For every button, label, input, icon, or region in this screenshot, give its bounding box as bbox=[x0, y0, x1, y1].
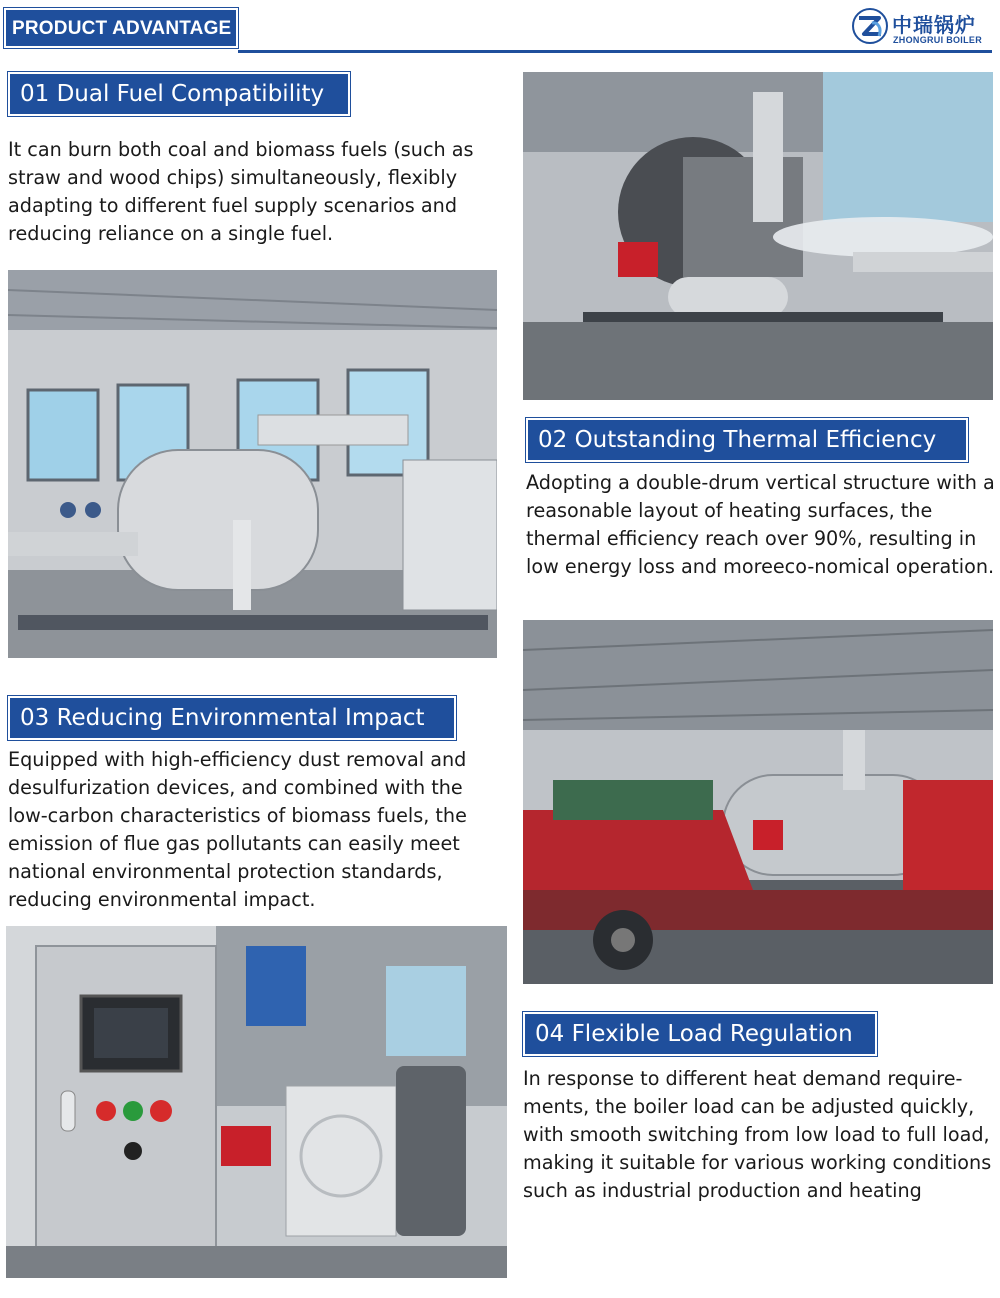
boiler-on-truck-photo bbox=[523, 620, 993, 984]
control-cabinet-photo bbox=[6, 926, 507, 1278]
header-divider bbox=[238, 50, 992, 53]
section-02-title: 02 Outstanding Thermal Efficiency bbox=[526, 418, 968, 462]
section-01-title: 01 Dual Fuel Compatibility bbox=[8, 72, 350, 116]
section-04-text: In response to different heat demand require-ments, the boiler load can be adjusted quickly, with smooth switching from low load to full load, making it suitable for various working conditions such as industrial production and heating bbox=[523, 1067, 992, 1202]
zr-logo-icon bbox=[852, 8, 888, 44]
logo-english-text: ZHONGRUI BOILER bbox=[893, 35, 982, 45]
steam-boiler-photo bbox=[523, 72, 993, 400]
brand-logo bbox=[852, 8, 992, 48]
logo-chinese-text: 中瑞锅炉 bbox=[892, 13, 976, 37]
section-02-text: Adopting a double-drum vertical structure with a reasonable layout of heating surfaces, the thermal efficiency reach over 90%, resulting in low energy loss and moreeco-nomical operation. bbox=[526, 471, 995, 578]
section-03-text: Equipped with high-efficiency dust removal and desulfurization devices, and combined with the low-carbon characteristics of biomass fuels, the emission of flue gas pollutants can easily meet national environmental protection standards, reducing environmental impact. bbox=[8, 748, 467, 911]
section-04-title: 04 Flexible Load Regulation bbox=[523, 1012, 877, 1056]
section-01-text: It can burn both coal and biomass fuels (such as straw and wood chips) simultaneously, flexibly adapting to different fuel supply scenarios and reducing reliance on a single fuel. bbox=[8, 138, 474, 245]
boiler-workshop-photo bbox=[8, 270, 497, 658]
header-tag: PRODUCT ADVANTAGE bbox=[4, 8, 238, 48]
section-03-title: 03 Reducing Environmental Impact bbox=[8, 696, 456, 740]
